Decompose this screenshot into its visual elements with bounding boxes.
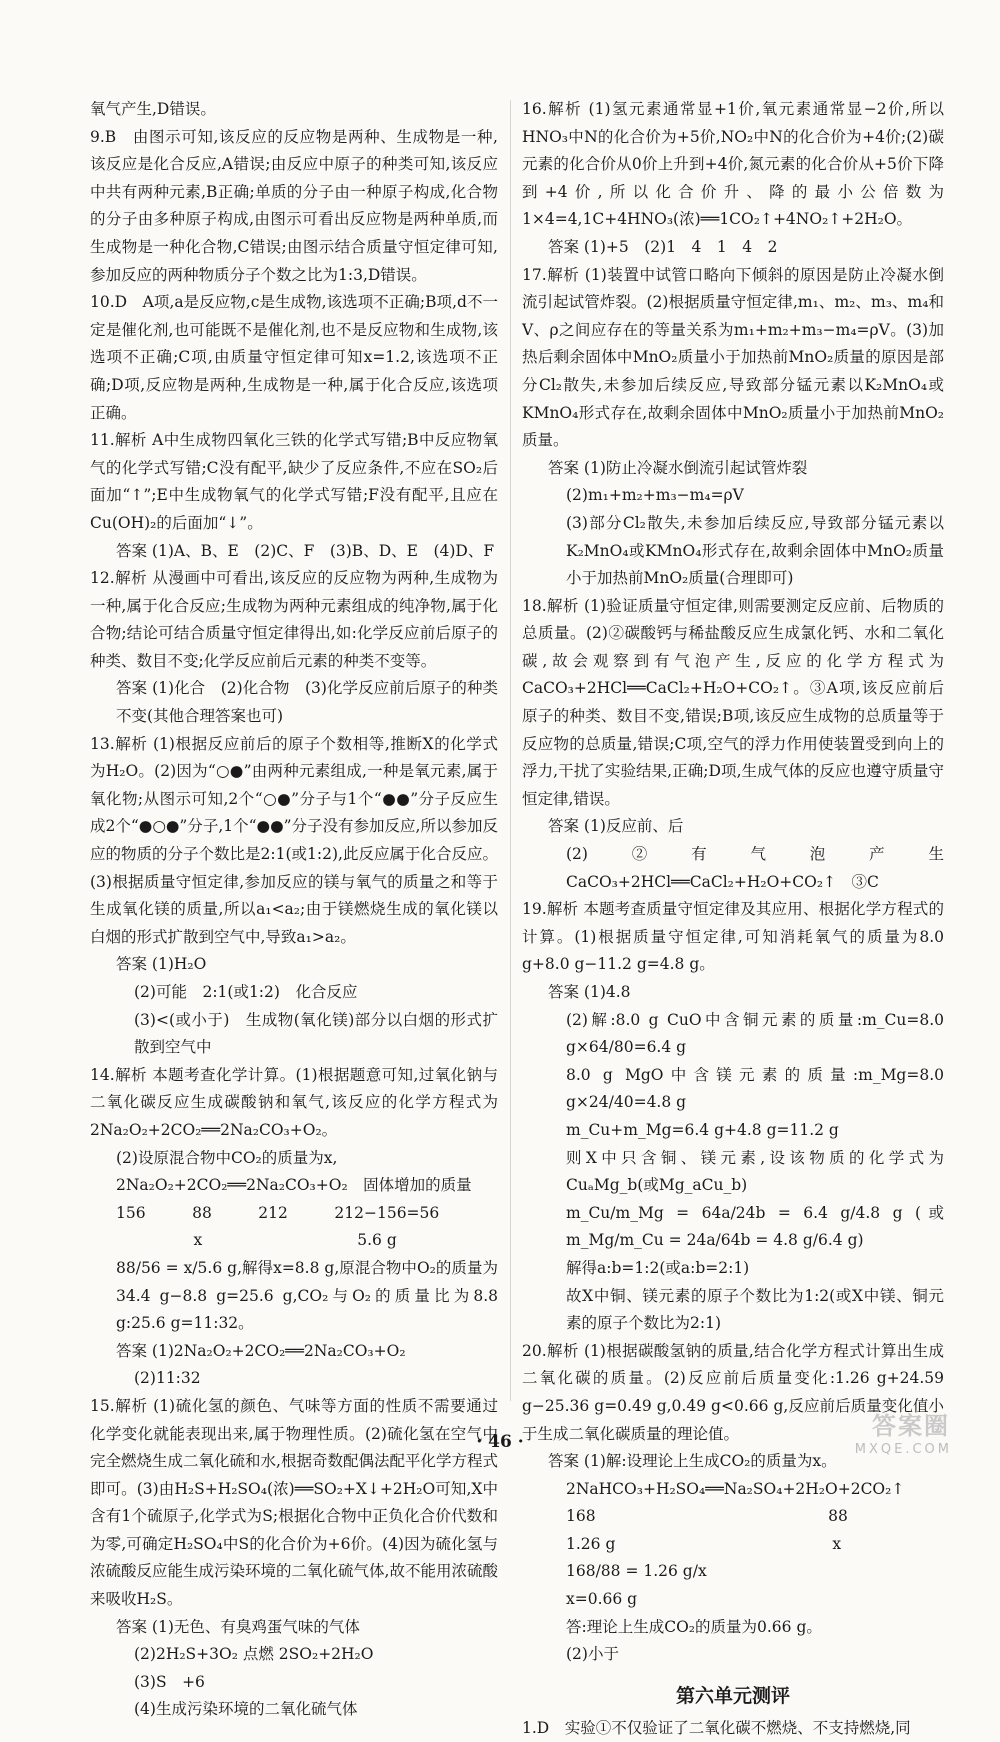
text-line: 答案 (1)反应前、后 <box>548 817 684 836</box>
text-line: 答案 (1)A、B、E (2)C、F (3)B、D、E (4)D、F <box>116 541 495 560</box>
text-line: 答案 (1)+5 (2)1 4 1 4 2 <box>548 237 778 256</box>
watermark-url: MXQE.COM <box>854 1442 952 1457</box>
page-number: · 46 · <box>476 1432 524 1452</box>
text-line: 答:理论上生成CO₂的质量为0.66 g。 <box>566 1617 822 1636</box>
text-line: 168/88 = 1.26 g/x <box>566 1562 707 1581</box>
text-line: 20.解析 (1)根据碳酸氢钠的质量,结合化学方程式计算出生成二氧化碳的质量。(2)反应前后质量变化:1.26 g+24.59 g−25.36 g=0.49 g,0.49 g<0.66 g,反应前后质量变化值小于生成二氧化碳质量的理论值。 <box>522 1341 944 1443</box>
text-line: 解得a:b=1:2(或a:b=2:1) <box>566 1258 750 1277</box>
text-line: 18.解析 (1)验证质量守恒定律,则需要测定反应前、后物质的总质量。(2)②碳酸钙与稀盐酸反应生成氯化钙、水和二氧化碳,故会观察到有气泡产生,反应的化学方程式为CaCO₃+2HCl══CaCl₂+H₂O+CO₂↑。③A项,该反应前后原子的种类、数目不变,错误;B项,该反应生成物的总质量等于反应物的总质量,错误;C项,空气的浮力作用使装置受到向上的浮力,干扰了实验结果,正确;D项,生成气体的反应也遵守质量守恒定律,错误。 <box>522 596 944 808</box>
text-line: 答案 (1)H₂O <box>116 955 207 974</box>
text-line: 答案 (1)化合 (2)化合物 (3)化学反应前后原子的种类不变(其他合理答案也可) <box>116 679 498 726</box>
text-line: 168 88 <box>566 1507 848 1526</box>
text-line: 答案 (1)无色、有臭鸡蛋气味的气体 <box>116 1617 360 1636</box>
text-line: 答案 (1)解:设理论上生成CO₂的质量为x。 <box>548 1452 837 1471</box>
text-line: (3)部分Cl₂散失,未参加后续反应,导致部分锰元素以K₂MnO₄或KMnO₄形式存在,故剩余固体中MnO₂质量小于加热前MnO₂质量(合理即可) <box>566 513 944 588</box>
text-line: 9.B 由图示可知,该反应的反应物是两种、生成物是一种,该反应是化合反应,A错误;由反应中原子的种类可知,该反应中共有两种元素,B正确;单质的分子由一种原子构成,化合物的分子由多种原子构成,由图示可看出反应物是两种单质,而生成物是一种化合物,C错误;由图示结合质量守恒定律可知,参加反应的两种物质分子个数之比为1:3,D错误。 <box>90 127 498 284</box>
column-divider <box>510 100 511 1401</box>
text-line: 156 88 212 212−156=56 <box>116 1203 440 1222</box>
text-line: 答案 (1)2Na₂O₂+2CO₂══2Na₂CO₃+O₂ <box>116 1341 406 1360</box>
text-line: (2)m₁+m₂+m₃−m₄=ρV <box>566 486 744 505</box>
text-line: 2Na₂O₂+2CO₂══2Na₂CO₃+O₂ 固体增加的质量 <box>116 1176 472 1195</box>
text-line: 11.解析 A中生成物四氧化三铁的化学式写错;B中反应物氧气的化学式写错;C没有配平,缺少了反应条件,不应在SO₂后面加“↑”;E中生成物氧气的化学式写错;F没有配平,且应在Cu(OH)₂的后面加“↓”。 <box>90 431 498 532</box>
text-line: (2)小于 <box>566 1645 619 1664</box>
text-line: 1.D 实验①不仅验证了二氧化碳不燃烧、不支持燃烧,同 <box>522 1718 911 1737</box>
text-line: (3)S +6 <box>134 1672 205 1691</box>
text-line: 15.解析 (1)硫化氢的颜色、气味等方面的性质不需要通过化学变化就能表现出来,属于物理性质。(2)硫化氢在空气中完全燃烧生成二氧化硫和水,根据奇数配偶法配平化学方程式即可。(3)由H₂S+H₂SO₄(浓)══SO₂+X↓+2H₂O可知,X中含有1个硫原子,化学式为S;根据化合物中正负化合价代数和为零,可确定H₂SO₄中S的化合价为+6价。(4)因为硫化氢与浓硫酸反应能生成污染环境的二氧化硫气体,故不能用浓硫酸来吸收H₂S。 <box>90 1396 498 1609</box>
text-line: 故X中铜、镁元素的原子个数比为1:2(或X中镁、铜元素的原子个数比为2:1) <box>566 1286 944 1333</box>
text-line: 2NaHCO₃+H₂SO₄══Na₂SO₄+2H₂O+2CO₂↑ <box>566 1479 905 1498</box>
text-line: 则X中只含铜、镁元素,设该物质的化学式为CuₐMg_b(或Mg_aCu_b) <box>566 1148 944 1195</box>
text-line: (2)11:32 <box>134 1369 201 1388</box>
text-line: (2)可能 2:1(或1:2) 化合反应 <box>134 983 358 1001</box>
text-line: x 5.6 g <box>116 1231 397 1250</box>
text-line: 14.解析 本题考查化学计算。(1)根据题意可知,过氧化钠与二氧化碳反应生成碳酸钠和氧气,该反应的化学方程式为2Na₂O₂+2CO₂══2Na₂CO₃+O₂。 <box>90 1065 498 1139</box>
section-title: 第六单元测评 <box>675 1684 790 1707</box>
text-line: 17.解析 (1)装置中试管口略向下倾斜的原因是防止冷凝水倒流引起试管炸裂。(2)根据质量守恒定律,m₁、m₂、m₃、m₄和V、ρ之间应存在的等量关系为m₁+m₂+m₃−m₄=ρV。(3)加热后剩余固体中MnO₂质量小于加热前MnO₂质量的原因是部分Cl₂散失,未参加后续反应,导致部分锰元素以K₂MnO₄或KMnO₄形式存在,故剩余固体中MnO₂质量小于加热前MnO₂质量。 <box>522 265 944 450</box>
text-line: x=0.66 g <box>566 1590 638 1609</box>
text-line: 16.解析 (1)氢元素通常显+1价,氧元素通常显−2价,所以HNO₃中N的化合价为+5价,NO₂中N的化合价为+4价;(2)碳元素的化合价从0价上升到+4价,氮元素的化合价从+5价下降到+4价,所以化合价升、降的最小公倍数为1×4=4,1C+4HNO₃(浓)══1CO₂↑+4NO₂↑+2H₂O。 <box>522 100 944 229</box>
text-line: 13.解析 (1)根据反应前后的原子个数相等,推断X的化学式为H₂O。(2)因为“○●”由两种元素组成,一种是氧元素,属于氧化物;从图示可知,2个“○●”分子与1个“●●”分子反应生成2个“●○●”分子,1个“●●”分子没有参加反应,所以参加反应的物质的分子个数比是2:1(或1:2),此反应属于化合反应。(3)根据质量守恒定律,参加反应的镁与氧气的质量之和等于生成氧化镁的质量,所以a₁<a₂;由于镁燃烧生成的氧化镁以白烟的形式扩散到空气中,导致a₁>a₂。 <box>90 734 498 946</box>
text-line: 19.解析 本题考查质量守恒定律及其应用、根据化学方程式的计算。(1)根据质量守恒定律,可知消耗氧气的质量为8.0 g+8.0 g−11.2 g=4.8 g。 <box>522 900 944 974</box>
text-line: 88/56 = x/5.6 g,解得x=8.8 g,原混合物中O₂的质量为34.4 g−8.8 g=25.6 g,CO₂与O₂的质量比为8.8 g:25.6 g=11:32。 <box>116 1258 498 1333</box>
text-line: (2)2H₂S+3O₂ 点燃 2SO₂+2H₂O <box>134 1645 374 1664</box>
text-line: m_Cu/m_Mg = 64a/24b = 6.4 g/4.8 g (或m_Mg/m_Cu = 24a/64b = 4.8 g/6.4 g) <box>566 1203 944 1250</box>
text-line: 12.解析 从漫画中可看出,该反应的反应物为两种,生成物为一种,属于化合反应;生成物为两种元素组成的纯净物,属于化合物;结论可结合质量守恒定律得出,如:化学反应前后原子的种类、数目不变;化学反应前后元素的种类不变等。 <box>90 569 498 670</box>
text-line: 1.26 g x <box>566 1534 842 1553</box>
text-line: 10.D A项,a是反应物,c是生成物,该选项不正确;B项,d不一定是催化剂,也可能既不是催化剂,也不是反应物和生成物,该选项不正确;C项,由质量守恒定律可知x=1.2,该选项不正确;D项,反应物是两种,生成物是一种,属于化合反应,该选项正确。 <box>90 293 498 422</box>
text-line: (4)生成污染环境的二氧化硫气体 <box>134 1700 358 1719</box>
left-column <box>90 96 498 1719</box>
watermark-text: 答案圈 <box>872 1412 950 1440</box>
text-line: (2)②有气泡产生 CaCO₃+2HCl══CaCl₂+H₂O+CO₂↑ ③C <box>566 845 960 891</box>
text-line: (3)<(或小于) 生成物(氧化镁)部分以白烟的形式扩散到空气中 <box>134 1010 498 1057</box>
text-line: 8.0 g MgO中含镁元素的质量:m_Mg=8.0 g×24/40=4.8 g <box>566 1065 944 1112</box>
text-line: m_Cu+m_Mg=6.4 g+4.8 g=11.2 g <box>566 1120 839 1139</box>
text-line: (2)解:8.0 g CuO中含铜元素的质量:m_Cu=8.0 g×64/80=6.4 g <box>566 1010 944 1057</box>
text-line: 答案 (1)防止冷凝水倒流引起试管炸裂 <box>548 458 808 477</box>
watermark-logo <box>800 1413 980 1457</box>
text-line: 氧气产生,D错误。 <box>90 100 216 118</box>
text-line: 答案 (1)4.8 <box>548 983 631 1001</box>
text-line: (2)设原混合物中CO₂的质量为x, <box>116 1148 338 1167</box>
